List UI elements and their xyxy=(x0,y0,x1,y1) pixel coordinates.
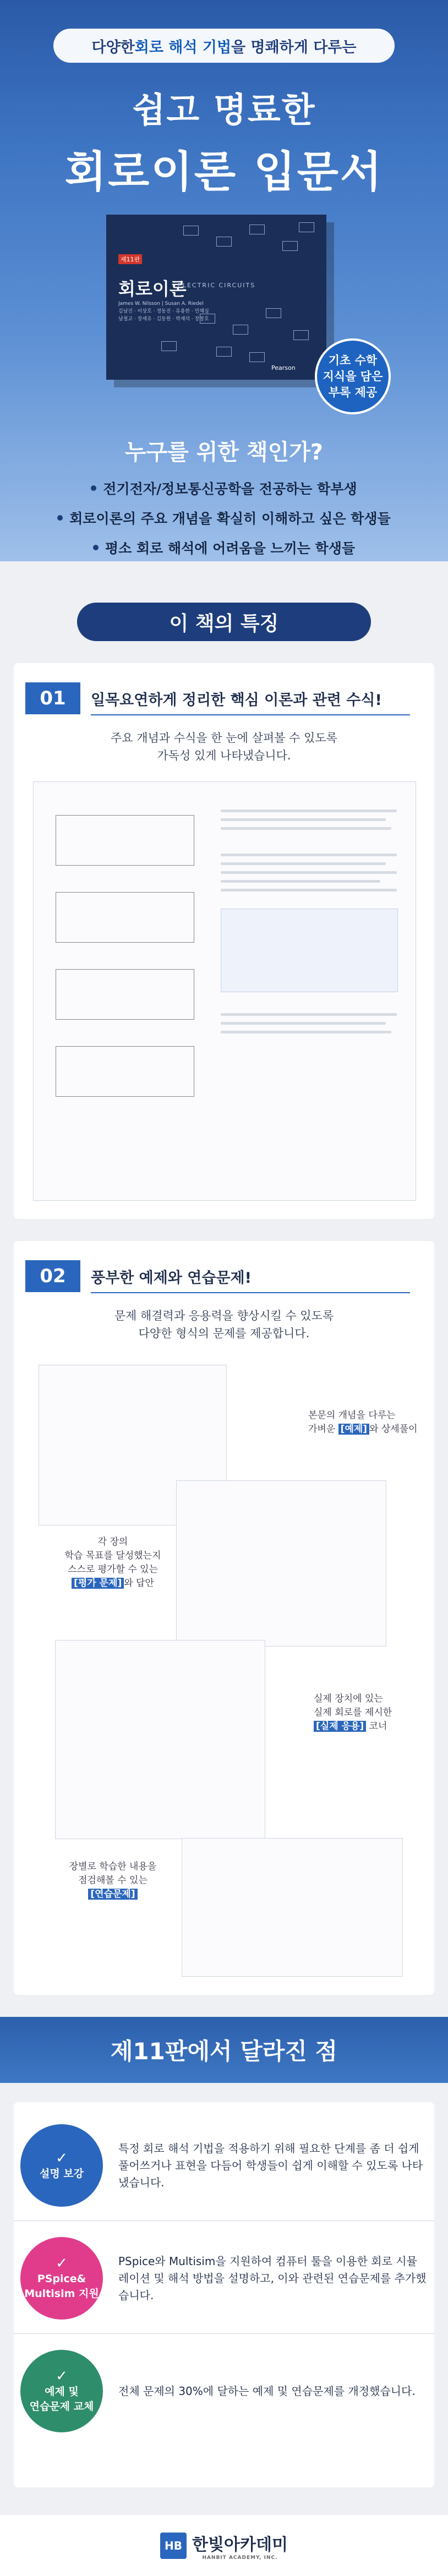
text-line xyxy=(221,880,380,883)
badge-label: Multisim 지원 xyxy=(24,2288,99,2300)
publisher-logo[interactable] xyxy=(160,2531,288,2561)
callout-tag: [연습문제] xyxy=(88,1889,137,1900)
text-line xyxy=(221,818,386,821)
text-line xyxy=(221,1031,391,1033)
feature-number: 01 xyxy=(25,682,80,714)
callout-line xyxy=(314,1720,392,1733)
cube-decoration xyxy=(233,325,248,335)
feature-number: 02 xyxy=(25,1260,80,1292)
hero-title-line1: 쉽고 명료한 xyxy=(132,90,316,130)
callout-line xyxy=(61,1577,165,1590)
cube-decoration xyxy=(266,308,281,318)
feature-desc-line: 문제 해결력과 응용력을 향상시킬 수 있도록 xyxy=(114,1309,334,1322)
badge-line: 기초 수학 xyxy=(328,353,378,367)
list-item-text: 평소 회로 해석에 어려움을 느끼는 학생들 xyxy=(105,540,356,556)
sample-page-image xyxy=(176,1480,386,1647)
badge-line: 지식을 담은 xyxy=(323,369,383,383)
feature-title: 일목요연하게 정리한 핵심 이론과 관련 수식! xyxy=(91,682,410,715)
logo-mark: HB xyxy=(160,2533,187,2559)
tagline-pill xyxy=(53,29,395,63)
feature-desc-line: 주요 개념과 수식을 한 눈에 살펴볼 수 있도록 xyxy=(111,731,337,745)
badge-label: PSpice& xyxy=(37,2273,86,2285)
tagline-pre: 다양한 xyxy=(91,39,135,56)
feature-desc xyxy=(14,1307,434,1342)
callout-assessment xyxy=(61,1535,165,1590)
cube-decoration xyxy=(183,226,199,236)
callout-line: 장별로 학습한 내용을 xyxy=(69,1861,157,1872)
book-author-line: James W. Nilsson | Susan A. Riedel xyxy=(118,301,204,307)
feature-title: 풍부한 예제와 연습문제! xyxy=(91,1260,410,1293)
appendix-badge xyxy=(315,338,391,414)
book-title: 회로이론 xyxy=(118,278,187,299)
edition11-item-badge xyxy=(20,2237,103,2320)
logo-text: 한빛아카데미 xyxy=(192,2535,288,2555)
cube-decoration xyxy=(161,341,177,351)
summary-box xyxy=(221,909,398,992)
callout-exercises xyxy=(61,1860,165,1901)
list-item xyxy=(0,473,448,503)
check-icon: ✓ xyxy=(56,2255,68,2272)
callout-line: 학습 목표를 달성했는지 xyxy=(64,1550,161,1561)
hero-title-line2: 회로이론 입문서 xyxy=(64,147,384,197)
badge-label: 예제 및 xyxy=(45,2386,79,2398)
bullet-icon xyxy=(93,545,99,550)
circuit-figure xyxy=(56,969,194,1020)
text-line xyxy=(221,1013,397,1016)
callout-line xyxy=(61,1888,165,1901)
callout-line: 본문의 개념을 다루는 xyxy=(308,1410,396,1421)
book-subtitle: ELECTRIC CIRCUITS xyxy=(178,282,256,289)
callout-text: 코너 xyxy=(366,1721,387,1732)
callout-line: 각 장의 xyxy=(97,1536,128,1547)
cube-decoration xyxy=(299,222,314,232)
cube-decoration xyxy=(200,314,215,324)
book-authors xyxy=(118,300,209,323)
badge-line: 부록 제공 xyxy=(328,385,378,399)
book-translator-line: 남철교 · 장세유 · 김동원 · 박재석 · 장창호 xyxy=(118,316,209,322)
list-item-text: 회로이론의 주요 개념을 확실히 이해하고 싶은 학생들 xyxy=(69,511,391,527)
footer xyxy=(0,2515,448,2576)
badge-label: 설명 보강 xyxy=(39,2167,84,2180)
hero-section xyxy=(0,0,448,561)
feature-desc xyxy=(14,729,434,764)
divider xyxy=(14,2333,434,2334)
edition11-item xyxy=(14,2232,434,2325)
book-edition: 제11판 xyxy=(118,254,142,264)
edition11-title: 제11판에서 달라진 점 xyxy=(0,2017,448,2083)
divider xyxy=(14,2220,434,2221)
target-audience-title: 누구를 위한 책인가? xyxy=(124,440,324,465)
logo-text-block xyxy=(192,2531,288,2561)
features-title: 이 책의 특징 xyxy=(77,603,371,641)
edition11-item-text: PSpice와 Multisim을 지원하여 컴퓨터 툴을 이용한 회로 시뮬레이션 및 해석 방법을 설명하고, 이와 관련된 연습문제를 추가했습니다. xyxy=(118,2254,427,2302)
callout-example xyxy=(308,1409,418,1436)
callout-line: 스스로 평가할 수 있는 xyxy=(67,1564,158,1575)
book-publisher: Pearson xyxy=(271,364,296,371)
tagline-highlight: 회로 해석 기법 xyxy=(134,39,232,56)
edition11-item xyxy=(14,2119,434,2212)
circuit-figures xyxy=(50,804,204,1145)
cube-decoration xyxy=(293,330,309,340)
text-line xyxy=(221,854,397,856)
callout-text: 가벼운 xyxy=(308,1424,338,1435)
edition11-item-badge xyxy=(20,2124,103,2207)
sample-page-image xyxy=(55,1640,265,1839)
sample-page-image xyxy=(33,781,416,1201)
callout-text: 와 답안 xyxy=(124,1578,154,1589)
circuit-figure xyxy=(56,892,194,943)
callout-tag: [예제] xyxy=(338,1424,369,1435)
text-line xyxy=(221,889,397,892)
list-item xyxy=(0,533,448,562)
text-line xyxy=(221,1022,386,1025)
callout-text: 와 상세풀이 xyxy=(369,1424,418,1435)
cube-decoration xyxy=(216,347,232,357)
badge-label: 연습문제 교체 xyxy=(29,2400,94,2413)
feature-desc-line: 가독성 있게 나타냈습니다. xyxy=(157,749,291,762)
cube-decoration xyxy=(282,241,298,251)
check-icon: ✓ xyxy=(56,2368,68,2384)
book-cover-box xyxy=(106,215,326,380)
edition11-item xyxy=(14,2344,434,2438)
callout-tag: [평가 문제] xyxy=(72,1578,124,1589)
callout-line xyxy=(308,1423,418,1436)
bullet-icon xyxy=(57,515,63,521)
list-item-text: 전기전자/정보통신공학을 전공하는 학부생 xyxy=(103,481,357,497)
target-audience-list xyxy=(0,473,448,562)
bullet-icon xyxy=(91,485,96,491)
callout-tag: [실제 응용] xyxy=(314,1721,366,1732)
circuit-figure xyxy=(56,1046,194,1097)
sample-page-image xyxy=(182,1838,403,1977)
text-line xyxy=(221,827,391,830)
book-translator-line: 김남진 · 이상호 · 정동진 · 유용한 · 민혜심 xyxy=(118,309,209,314)
text-line xyxy=(221,810,397,812)
callout-line: 실제 회로를 제시한 xyxy=(314,1707,392,1718)
tagline-post: 을 명쾌하게 다루는 xyxy=(231,39,357,56)
callout-line: 실제 장치에 있는 xyxy=(314,1693,383,1704)
text-line xyxy=(221,862,386,865)
edition11-item-text: 전체 문제의 30%에 달하는 예제 및 연습문제를 개정했습니다. xyxy=(118,2384,416,2398)
list-item xyxy=(0,503,448,533)
edition11-item-text: 특정 회로 해석 기법을 적용하기 위해 필요한 단계를 좀 더 쉽게 풀어쓰거나 표현을 다듬어 학생들이 쉽게 이해할 수 있도록 나타냈습니다. xyxy=(118,2141,423,2189)
cube-decoration xyxy=(216,237,232,247)
feature-desc-line: 다양한 형식의 문제를 제공합니다. xyxy=(138,1327,310,1340)
check-icon: ✓ xyxy=(56,2150,68,2167)
cube-decoration xyxy=(249,225,265,234)
callout-application xyxy=(314,1692,392,1733)
logo-subtext: HANBIT ACADEMY, INC. xyxy=(202,2555,278,2561)
cube-decoration xyxy=(249,352,265,362)
book-cover xyxy=(106,215,337,391)
circuit-figure xyxy=(56,815,194,866)
callout-line: 점검해볼 수 있는 xyxy=(78,1875,147,1886)
edition11-item-badge xyxy=(20,2350,103,2432)
text-line xyxy=(221,871,397,874)
